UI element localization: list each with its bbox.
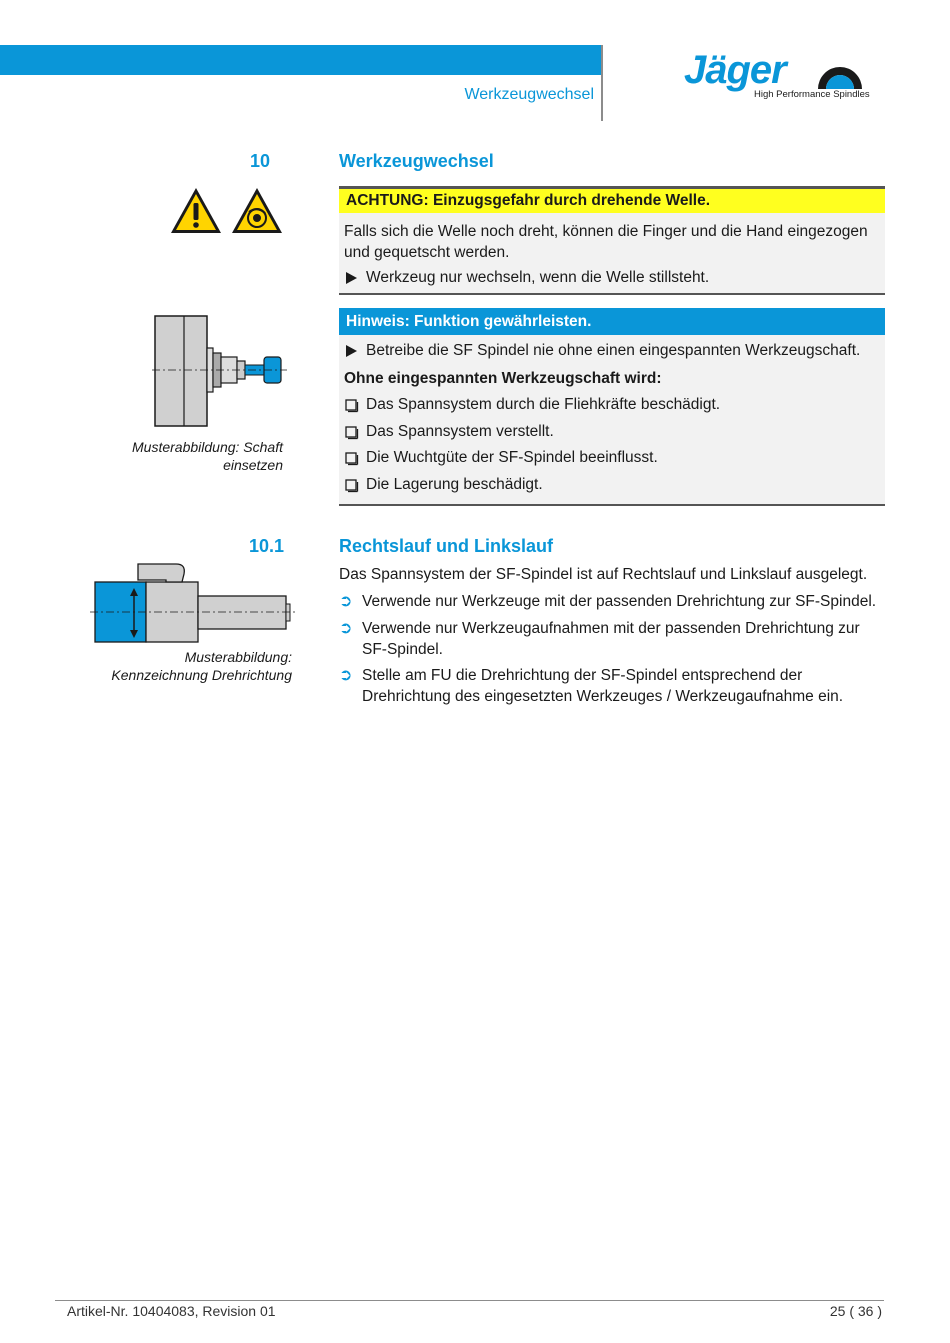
checkbox-icon bbox=[344, 475, 360, 495]
subsection-number: 10.1 bbox=[248, 536, 284, 556]
notice-list-item bbox=[339, 475, 885, 496]
arrow-right-icon: ➲ bbox=[339, 593, 353, 610]
brand-logo bbox=[684, 48, 874, 104]
footer-divider bbox=[55, 1300, 884, 1301]
brand-wordmark: Jäger bbox=[684, 48, 786, 92]
notice-list-text: Die Wuchtgüte der SF-Spindel beeinflusst. bbox=[366, 449, 658, 466]
subsection-title: Rechtslauf und Linkslauf bbox=[339, 536, 554, 556]
checkbox-icon bbox=[344, 422, 360, 442]
brand-arc-icon bbox=[816, 64, 864, 90]
notice-action-text: Betreibe die SF Spindel nie ohne einen eingespannten Werkzeugschaft. bbox=[366, 342, 861, 359]
notice-list-text: Das Spannsystem durch die Fliehkräfte beschädigt. bbox=[366, 396, 721, 413]
warning-action bbox=[339, 268, 885, 289]
footer-article-number: Artikel-Nr. 10404083, Revision 01 bbox=[67, 1303, 276, 1319]
action-triangle-icon bbox=[344, 268, 360, 288]
notice-box bbox=[339, 308, 885, 506]
figure-caption-insert-shank: Musterabbildung: Schaft einsetzen bbox=[132, 439, 283, 473]
notice-action bbox=[339, 341, 885, 362]
instruction-text: Verwende nur Werkzeuge mit der passenden Drehrichtung zur SF-Spindel. bbox=[362, 593, 877, 610]
figure-insert-shank bbox=[152, 313, 287, 431]
warning-icons bbox=[170, 186, 285, 236]
rotating-shaft-entanglement-icon bbox=[232, 188, 282, 233]
figure-caption-rotation: Musterabbildung: Kennzeichnung Drehrichtung bbox=[111, 649, 292, 683]
header-separator bbox=[601, 45, 603, 121]
instruction-item bbox=[339, 592, 887, 613]
checkbox-icon bbox=[344, 395, 360, 415]
notice-subheading: Ohne eingespannten Werkzeugschaft wird: bbox=[344, 369, 662, 387]
warning-box bbox=[339, 186, 885, 295]
brand-subtitle: High Performance Spindles bbox=[754, 89, 870, 100]
section-number: 10 bbox=[249, 151, 270, 171]
checkbox-icon bbox=[344, 448, 360, 468]
notice-list-text: Die Lagerung beschädigt. bbox=[366, 475, 543, 493]
warning-action-text: Werkzeug nur wechseln, wenn die Welle stillsteht. bbox=[366, 269, 710, 286]
warning-text: Falls sich die Welle noch dreht, können die Finger und die Hand eingezogen und gequetscht werden. bbox=[344, 223, 868, 261]
header-bar bbox=[0, 45, 602, 75]
arrow-right-icon: ➲ bbox=[339, 620, 353, 637]
arrow-right-icon: ➲ bbox=[339, 667, 353, 684]
notice-list-item bbox=[339, 395, 885, 416]
notice-heading: Hinweis: Funktion gewährleisten. bbox=[339, 308, 885, 335]
notice-list-item bbox=[339, 448, 885, 469]
header-title: Werkzeugwechsel bbox=[464, 86, 594, 103]
notice-list-item bbox=[339, 422, 885, 443]
instruction-text: Verwende nur Werkzeugaufnahmen mit der passenden Drehrichtung zur SF-Spindel. bbox=[362, 620, 860, 658]
instruction-text: Stelle am FU die Drehrichtung der SF-Spindel entsprechend der Drehrichtung des eingesetzten Werkzeuges / Werkzeugaufnahme ein. bbox=[362, 667, 844, 705]
instruction-item bbox=[339, 619, 887, 660]
subsection-intro: Das Spannsystem der SF-Spindel ist auf Rechtslauf und Linkslauf ausgelegt. bbox=[339, 566, 868, 583]
action-triangle-icon bbox=[344, 341, 360, 361]
general-warning-icon bbox=[171, 188, 221, 233]
figure-rotation-direction bbox=[90, 560, 295, 646]
footer-page-number: 25 ( 36 ) bbox=[829, 1303, 882, 1319]
warning-heading: ACHTUNG: Einzugsgefahr durch drehende Welle. bbox=[339, 189, 885, 213]
instruction-item bbox=[339, 666, 887, 707]
notice-list-text: Das Spannsystem verstellt. bbox=[366, 422, 554, 440]
section-title: Werkzeugwechsel bbox=[339, 151, 494, 171]
